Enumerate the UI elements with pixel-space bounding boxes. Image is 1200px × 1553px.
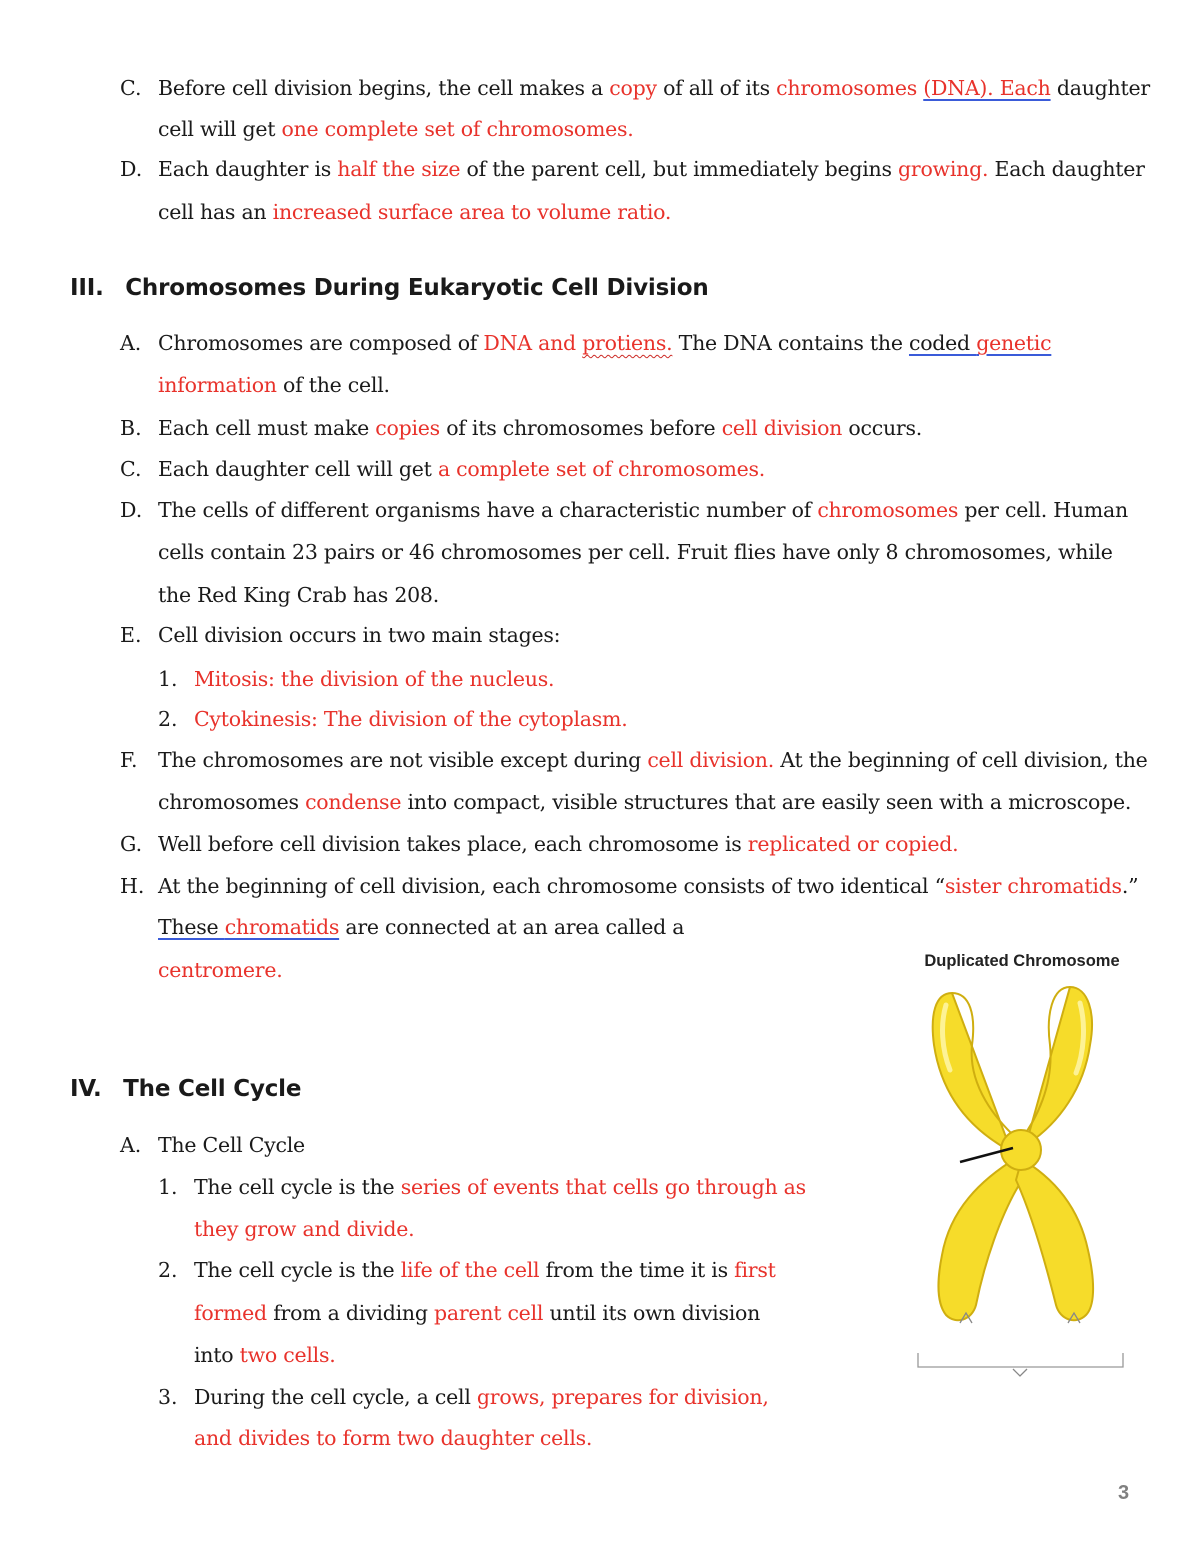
item-text-line bbox=[158, 115, 634, 143]
highlighted-text: genetic bbox=[976, 331, 1052, 355]
highlighted-text: chromosomes bbox=[817, 498, 959, 522]
text-run: These bbox=[158, 915, 225, 939]
item-text-line bbox=[158, 746, 1148, 774]
highlighted-text: a complete set of chromosomes. bbox=[437, 457, 766, 481]
item-text-line bbox=[194, 1341, 336, 1369]
text-run: cell has an bbox=[158, 200, 273, 224]
highlighted-text: two cells. bbox=[239, 1343, 336, 1367]
text-run: The chromosomes are not visible except during bbox=[158, 748, 648, 772]
highlighted-text: half the size bbox=[337, 157, 461, 181]
text-run: The DNA contains the bbox=[672, 331, 909, 355]
text-run: daughter bbox=[1050, 76, 1150, 100]
item-text-line bbox=[194, 1173, 806, 1201]
highlighted-text: replicated or copied. bbox=[747, 832, 959, 856]
figure-title: Duplicated Chromosome bbox=[924, 952, 1120, 970]
text-run: of all of its bbox=[656, 76, 777, 100]
text-run: Cell division occurs in two main stages: bbox=[158, 623, 561, 647]
text-run: The cells of different organisms have a characteristic number of bbox=[158, 498, 818, 522]
text-run: Well before cell division takes place, each chromosome is bbox=[158, 832, 748, 856]
section-4-title: The Cell Cycle bbox=[123, 1076, 302, 1102]
item-label: B. bbox=[120, 416, 142, 440]
item-text-line bbox=[158, 872, 1138, 900]
highlighted-text: increased surface area to volume ratio. bbox=[272, 200, 672, 224]
item-label: F. bbox=[120, 748, 138, 772]
item-label: G. bbox=[120, 832, 143, 856]
highlighted-text: cell division. bbox=[647, 748, 775, 772]
text-run: cell will get bbox=[158, 117, 282, 141]
section-4-heading bbox=[70, 1074, 301, 1104]
highlighted-text: formed bbox=[194, 1301, 267, 1325]
section-3-heading bbox=[70, 273, 709, 303]
text-run: from a dividing bbox=[266, 1301, 434, 1325]
text-run: occurs. bbox=[842, 416, 923, 440]
item-text-line bbox=[194, 1424, 592, 1452]
highlighted-text: series of events that cells go through as bbox=[400, 1175, 806, 1199]
item-label: C. bbox=[120, 457, 142, 481]
item-text-line bbox=[158, 538, 1113, 566]
highlighted-text: life of the cell bbox=[400, 1258, 540, 1282]
highlighted-text: cell division bbox=[721, 416, 843, 440]
highlighted-text: chromosomes bbox=[776, 76, 924, 100]
text-run: the Red King Crab has 208. bbox=[158, 583, 439, 607]
highlighted-text: Cytokinesis: The division of the cytoplasm. bbox=[194, 707, 628, 731]
item-label: 1. bbox=[158, 667, 178, 691]
item-label: D. bbox=[120, 498, 143, 522]
item-text-line bbox=[194, 1256, 776, 1284]
highlighted-text: and divides to form two daughter cells. bbox=[194, 1426, 593, 1450]
chevron-down-icon bbox=[1013, 1369, 1027, 1376]
item-text-line bbox=[158, 581, 439, 609]
section-4-numeral: IV. bbox=[70, 1076, 102, 1102]
highlighted-text: sister chromatids bbox=[944, 874, 1122, 898]
text-run: into bbox=[194, 1343, 240, 1367]
item-text-line bbox=[158, 414, 922, 442]
highlighted-text: (DNA). Each bbox=[923, 76, 1051, 100]
item-text-line bbox=[158, 788, 1131, 816]
text-run: until its own division bbox=[543, 1301, 761, 1325]
item-text-line bbox=[158, 371, 390, 399]
item-text-line bbox=[158, 455, 765, 483]
text-run: per cell. Human bbox=[958, 498, 1128, 522]
highlighted-text: one complete set of chromosomes. bbox=[281, 117, 634, 141]
highlighted-text: centromere. bbox=[158, 958, 283, 982]
highlighted-text: they grow and divide. bbox=[194, 1217, 415, 1241]
text-run: The cell cycle is the bbox=[194, 1258, 401, 1282]
item-text-line bbox=[194, 705, 627, 733]
highlighted-text: first bbox=[734, 1258, 776, 1282]
highlighted-text: chromatids bbox=[224, 915, 340, 939]
item-text-line bbox=[194, 1215, 414, 1243]
item-label: 3. bbox=[158, 1385, 178, 1409]
item-label: 1. bbox=[158, 1175, 178, 1199]
highlighted-text: growing. bbox=[898, 157, 989, 181]
item-text-line bbox=[194, 665, 554, 693]
section-3-title: Chromosomes During Eukaryotic Cell Division bbox=[125, 275, 709, 301]
text-run: During the cell cycle, a cell bbox=[194, 1385, 477, 1409]
item-text-line bbox=[158, 74, 1150, 102]
text-run: of the parent cell, but immediately begins bbox=[460, 157, 899, 181]
text-run: At the beginning of cell division, the bbox=[774, 748, 1148, 772]
item-label: 2. bbox=[158, 1258, 178, 1282]
item-text-line bbox=[194, 1299, 760, 1327]
item-label: C. bbox=[120, 76, 142, 100]
bracket-line bbox=[918, 1353, 1123, 1367]
text-run: of the cell. bbox=[276, 373, 390, 397]
text-run: The Cell Cycle bbox=[158, 1133, 305, 1157]
text-run: Each daughter cell will get bbox=[158, 457, 438, 481]
text-run: Each cell must make bbox=[158, 416, 376, 440]
item-text-line bbox=[158, 956, 282, 984]
text-run: cells contain 23 pairs or 46 chromosomes per cell. Fruit flies have only 8 chromosomes, while bbox=[158, 540, 1113, 564]
item-label: H. bbox=[120, 874, 145, 898]
highlighted-text: parent cell bbox=[433, 1301, 544, 1325]
item-label: A. bbox=[120, 331, 142, 355]
duplicated-chromosome-figure bbox=[900, 975, 1140, 1385]
text-run: .” bbox=[1121, 874, 1139, 898]
item-text-line bbox=[158, 913, 684, 941]
text-run: Each daughter is bbox=[158, 157, 338, 181]
item-text-line bbox=[194, 1383, 769, 1411]
item-text-line bbox=[158, 830, 958, 858]
highlighted-text: grows, prepares for division, bbox=[476, 1385, 769, 1409]
text-run: chromosomes bbox=[158, 790, 306, 814]
highlighted-text: copy bbox=[609, 76, 657, 100]
item-label: 2. bbox=[158, 707, 178, 731]
text-run: The cell cycle is the bbox=[194, 1175, 401, 1199]
page-number: 3 bbox=[1118, 1482, 1130, 1504]
item-text-line bbox=[158, 198, 671, 226]
item-text-line bbox=[158, 329, 1051, 357]
item-text-line bbox=[158, 1131, 305, 1159]
highlighted-text: condense bbox=[305, 790, 402, 814]
item-text-line bbox=[158, 496, 1128, 524]
item-text-line bbox=[158, 155, 1145, 183]
item-label: E. bbox=[120, 623, 142, 647]
highlighted-text: Mitosis: the division of the nucleus. bbox=[194, 667, 555, 691]
text-run: Chromosomes are composed of bbox=[158, 331, 484, 355]
text-run: coded bbox=[908, 331, 977, 355]
highlighted-text: information bbox=[158, 373, 277, 397]
item-text-line bbox=[158, 621, 560, 649]
highlighted-text: copies bbox=[375, 416, 440, 440]
section-3-numeral: III. bbox=[70, 275, 104, 301]
highlighted-text: DNA and bbox=[483, 331, 583, 355]
text-run: Each daughter bbox=[988, 157, 1145, 181]
text-run: At the beginning of cell division, each chromosome consists of two identical “ bbox=[158, 874, 945, 898]
item-label: D. bbox=[120, 157, 143, 181]
text-run: Before cell division begins, the cell makes a bbox=[158, 76, 610, 100]
highlighted-text: protiens. bbox=[582, 331, 673, 355]
item-label: A. bbox=[120, 1133, 142, 1157]
text-run: are connected at an area called a bbox=[339, 915, 685, 939]
text-run: of its chromosomes before bbox=[439, 416, 722, 440]
text-run: into compact, visible structures that are easily seen with a microscope. bbox=[401, 790, 1132, 814]
text-run: from the time it is bbox=[539, 1258, 735, 1282]
